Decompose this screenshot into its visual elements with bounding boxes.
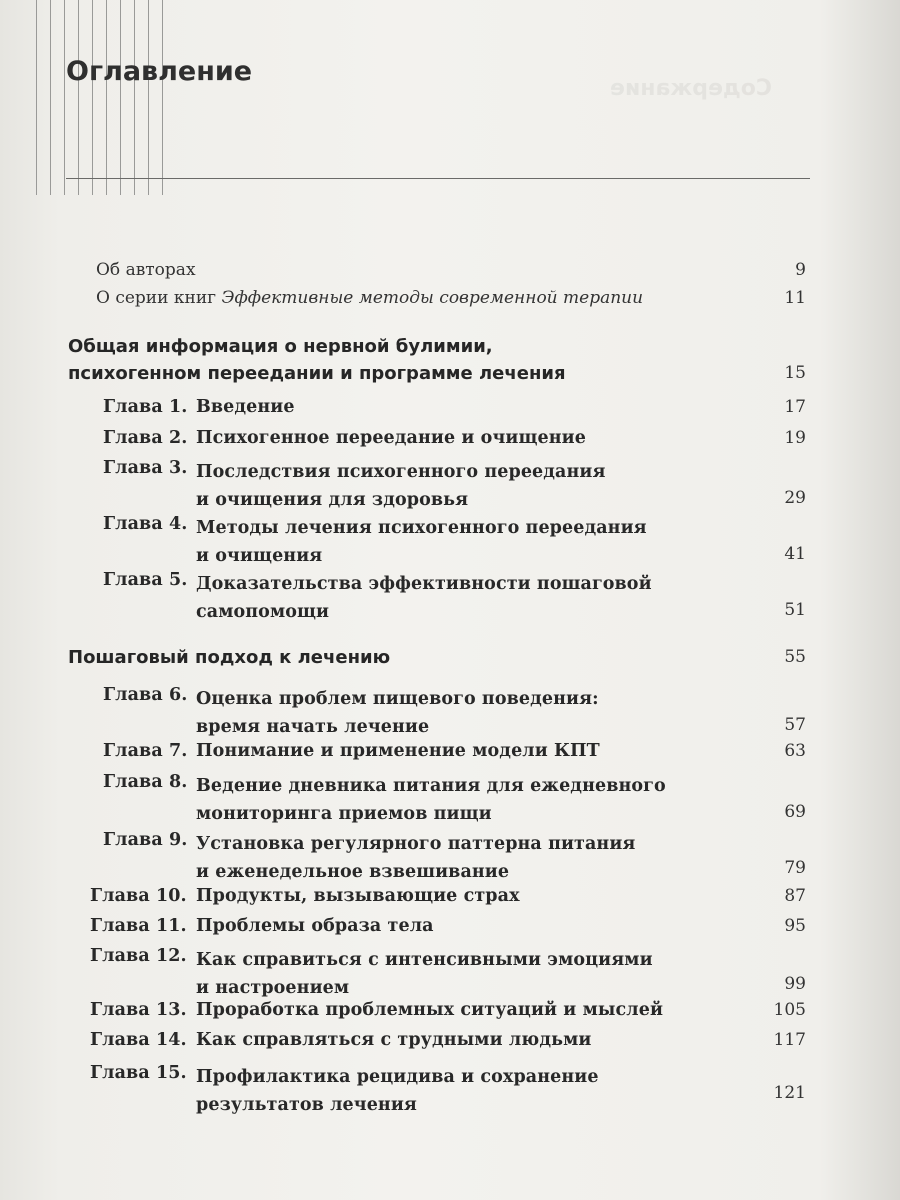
toc-chapter-title: Понимание и применение модели КПТ	[196, 741, 600, 761]
toc-entry-label-prefix: О серии книг	[96, 288, 222, 308]
bleed-through-text: Содержание	[610, 76, 772, 101]
toc-chapter-title	[196, 946, 653, 1002]
toc-chapter-page: 19	[784, 428, 806, 448]
toc-chapter-page: 105	[773, 1000, 806, 1020]
toc-chapter-title-line-1: Доказательства эффективности пошаговой	[196, 574, 652, 594]
vertical-line	[36, 0, 37, 195]
page-title: Оглавление	[66, 56, 253, 87]
toc-chapter-title-line-2: результатов лечения	[196, 1095, 417, 1115]
toc-entry-label: Об авторах	[96, 260, 196, 280]
toc-chapter-title-line-1: Профилактика рецидива и сохранение	[196, 1067, 599, 1087]
vertical-line	[106, 0, 107, 195]
toc-chapter-title	[196, 1063, 599, 1119]
toc-entry-label	[96, 288, 643, 308]
toc-chapter-prefix: Глава 13.	[90, 1000, 187, 1020]
toc-chapter-title-line-2: время начать лечение	[196, 717, 430, 737]
toc-chapter-page: 121	[773, 1083, 806, 1103]
toc-chapter-page: 17	[784, 397, 806, 417]
vertical-line	[50, 0, 51, 195]
vertical-line	[120, 0, 121, 195]
vertical-line	[162, 0, 163, 195]
toc-chapter-page: 69	[784, 802, 806, 822]
toc-chapter-title-line-2: мониторинга приемов пищи	[196, 804, 492, 824]
toc-chapter-prefix: Глава 2.	[103, 428, 188, 448]
toc-chapter-prefix: Глава 14.	[90, 1030, 187, 1050]
toc-chapter-page: 29	[784, 488, 806, 508]
toc-part-title: Пошаговый подход к лечению	[68, 647, 391, 668]
toc-chapter-title-line-1: Методы лечения психогенного переедания	[196, 518, 647, 538]
toc-chapter-page: 63	[784, 741, 806, 761]
toc-chapter-title	[196, 458, 606, 514]
toc-entry-page: 9	[795, 260, 806, 280]
toc-chapter-page: 95	[784, 916, 806, 936]
toc-chapter-prefix: Глава 8.	[103, 772, 188, 792]
vertical-line	[134, 0, 135, 195]
toc-chapter-title-line-2: и настроением	[196, 978, 350, 998]
decorative-vertical-lines	[36, 0, 164, 195]
toc-chapter-title: Психогенное переедание и очищение	[196, 428, 586, 448]
toc-chapter-title	[196, 570, 652, 626]
toc-chapter-prefix: Глава 11.	[90, 916, 187, 936]
toc-chapter-title-line-2: самопомощи	[196, 602, 330, 622]
toc-part-title-line-1: Общая информация о нервной булимии,	[68, 336, 493, 357]
toc-chapter-title-line-2: и очищения	[196, 546, 323, 566]
toc-chapter-prefix: Глава 3.	[103, 458, 188, 478]
toc-chapter-prefix: Глава 7.	[103, 741, 188, 761]
vertical-line	[64, 0, 65, 195]
toc-chapter-title	[196, 830, 635, 886]
toc-chapter-page: 57	[784, 715, 806, 735]
toc-chapter-title: Введение	[196, 397, 295, 417]
toc-chapter-title: Продукты, вызывающие страх	[196, 886, 520, 906]
toc-chapter-prefix: Глава 10.	[90, 886, 187, 906]
toc-chapter-title-line-2: и очищения для здоровья	[196, 490, 469, 510]
toc-entry-page: 11	[784, 288, 806, 308]
toc-part-page: 55	[784, 647, 806, 667]
toc-part-title	[68, 333, 566, 387]
toc-chapter-title: Проблемы образа тела	[196, 916, 434, 936]
toc-part-page: 15	[784, 363, 806, 383]
toc-chapter-prefix: Глава 5.	[103, 570, 188, 590]
toc-chapter-page: 99	[784, 974, 806, 994]
toc-chapter-title-line-1: Оценка проблем пищевого поведения:	[196, 689, 599, 709]
toc-chapter-prefix: Глава 9.	[103, 830, 188, 850]
toc-chapter-title-line-1: Как справиться с интенсивными эмоциями	[196, 950, 653, 970]
toc-chapter-title-line-1: Ведение дневника питания для ежедневного	[196, 776, 666, 796]
toc-chapter-title: Проработка проблемных ситуаций и мыслей	[196, 1000, 664, 1020]
toc-entry-label-italic: Эффективные методы современной терапии	[221, 288, 644, 308]
title-rule	[66, 178, 810, 179]
toc-part-title-line-2: психогенном переедании и программе лечения	[68, 363, 566, 384]
toc-chapter-title: Как справляться с трудными людьми	[196, 1030, 592, 1050]
toc-chapter-prefix: Глава 1.	[103, 397, 188, 417]
toc-chapter-prefix: Глава 15.	[90, 1063, 187, 1083]
toc-chapter-prefix: Глава 6.	[103, 685, 188, 705]
toc-chapter-page: 51	[784, 600, 806, 620]
toc-chapter-prefix: Глава 12.	[90, 946, 187, 966]
toc-chapter-page: 79	[784, 858, 806, 878]
toc-chapter-title	[196, 772, 666, 828]
toc-chapter-page: 117	[773, 1030, 806, 1050]
toc-chapter-title	[196, 514, 647, 570]
vertical-line	[92, 0, 93, 195]
toc-chapter-title-line-1: Последствия психогенного переедания	[196, 462, 606, 482]
toc-chapter-page: 87	[784, 886, 806, 906]
toc-chapter-title-line-1: Установка регулярного паттерна питания	[196, 834, 636, 854]
vertical-line	[148, 0, 149, 195]
toc-chapter-prefix: Глава 4.	[103, 514, 188, 534]
toc-chapter-page: 41	[784, 544, 806, 564]
toc-chapter-title	[196, 685, 599, 741]
toc-chapter-title-line-2: и еженедельное взвешивание	[196, 862, 510, 882]
vertical-line	[78, 0, 79, 195]
